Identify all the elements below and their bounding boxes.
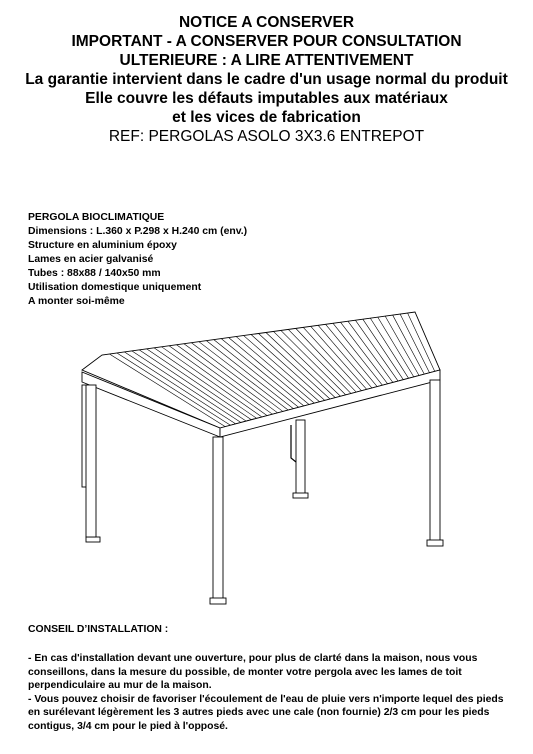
spec-line: A monter soi-même [28, 296, 125, 307]
spec-line: Utilisation domestique uniquement [28, 282, 202, 293]
back-left-post-foot [86, 537, 100, 542]
spec-line: PERGOLA BIOCLIMATIQUE [28, 212, 165, 223]
header-warranty-3: et les vices de fabrication [172, 109, 361, 126]
front-right-post [430, 380, 440, 545]
pergola-illustration [80, 300, 450, 612]
spec-line: Structure en aluminium époxy [28, 240, 177, 251]
roof-slats [82, 312, 440, 428]
advice-text [28, 652, 508, 734]
header-read-carefully: ULTERIEURE : A LIRE ATTENTIVEMENT [119, 52, 414, 69]
product-specs [28, 211, 247, 309]
document-header [0, 13, 533, 146]
header-reference: REF: PERGOLAS ASOLO 3X3.6 ENTREPOT [108, 128, 425, 145]
header-warranty-1: La garantie intervient dans le cadre d'un usage normal du produit [25, 71, 508, 88]
crank-handle [291, 425, 296, 462]
header-important: IMPORTANT - A CONSERVER POUR CONSULTATION [71, 33, 462, 50]
front-right-post-foot [427, 540, 443, 546]
advice-title: CONSEIL D’INSTALLATION : [28, 624, 169, 635]
spec-line: Lames en acier galvanisé [28, 254, 154, 265]
left-post [86, 385, 96, 537]
back-right-post-foot [293, 493, 308, 498]
header-title: NOTICE A CONSERVER [178, 14, 355, 31]
back-right-post [296, 420, 305, 496]
front-left-post-foot [210, 598, 226, 604]
spec-line: Tubes : 88x88 / 140x50 mm [28, 268, 161, 279]
advice-paragraph: - En cas d'installation devant une ouverture, pour plus de clarté dans la maison, nous vous conseillons, dans la mesure du possible, de monter votre pergola avec les lames de toit perpendiculaire au mur de la maison. [28, 653, 478, 692]
spec-line: Dimensions : L.360 x P.298 x H.240 cm (env.) [28, 226, 248, 237]
header-warranty-2: Elle couvre les défauts imputables aux matériaux [85, 90, 448, 107]
front-left-post [213, 437, 223, 603]
advice-paragraph: - Vous pouvez choisir de favoriser l'écoulement de l'eau de pluie vers n'importe lequel des pieds en surélevant légèrement les 3 autres pieds avec une cale (non fournie) 2/3 cm pour les pieds contigus, 3/4 cm pour le pied à l'opposé. [28, 693, 504, 732]
